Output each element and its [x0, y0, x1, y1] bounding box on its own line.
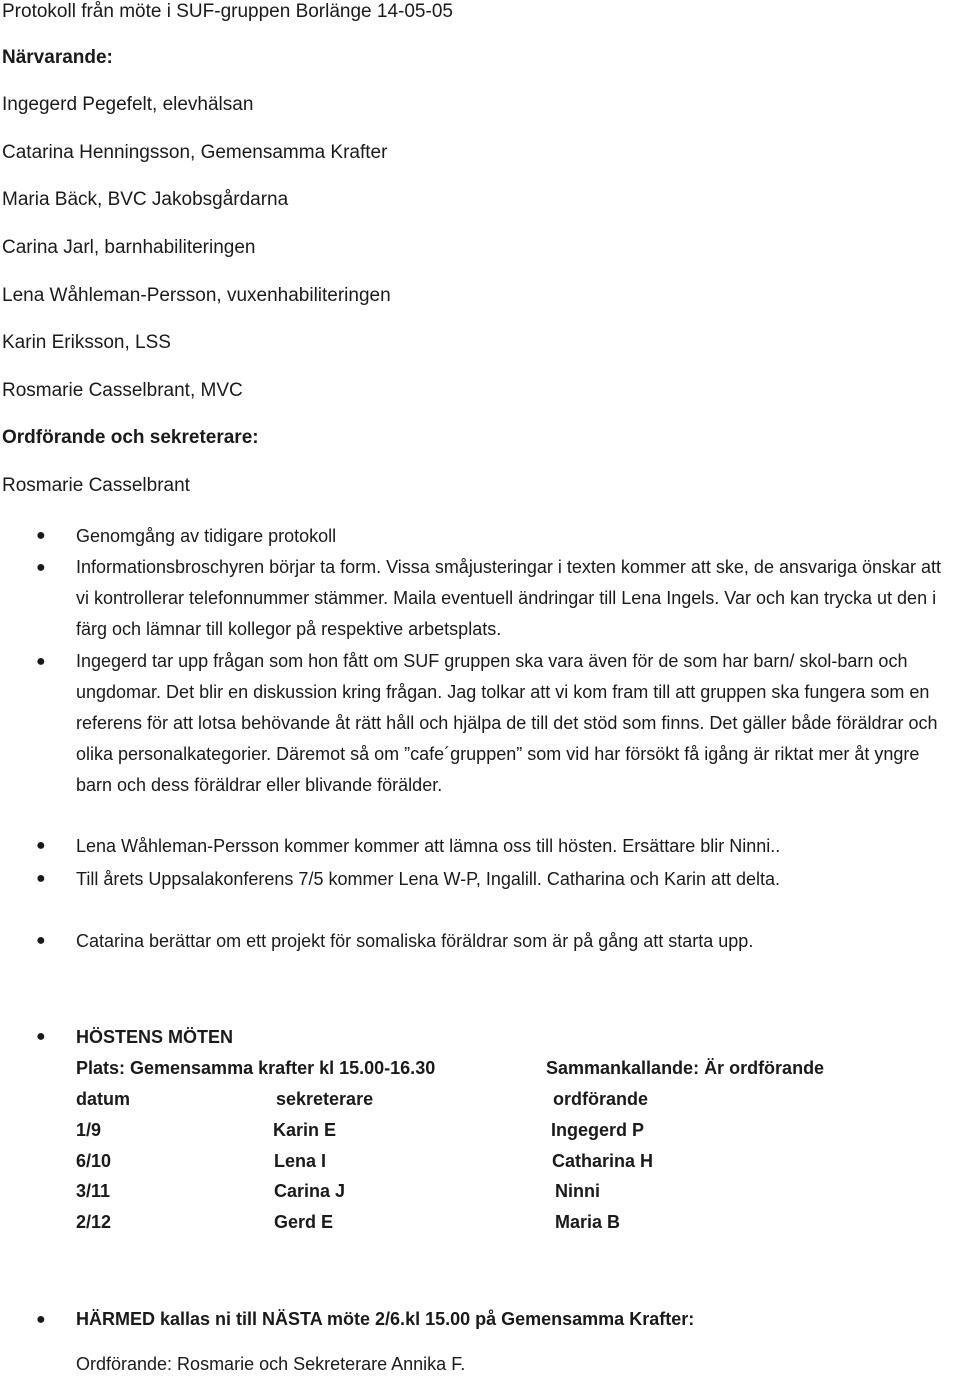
table-cell: Karin E: [273, 1120, 337, 1140]
autumn-convener: Sammankallande: Är ordförande: [546, 1058, 825, 1078]
table-cell: 6/10: [76, 1151, 112, 1171]
bullet-icon: ●: [36, 837, 46, 854]
table-cell: Ninni: [555, 1181, 600, 1201]
list-item: Till årets Uppsalakonferens 7/5 kommer Lena W-P, Ingalill. Catharina och Karin att delta.: [76, 869, 781, 889]
table-cell: Maria B: [555, 1212, 621, 1232]
bullet-icon: ●: [36, 653, 46, 670]
attendee-item: Rosmarie Casselbrant, MVC: [2, 380, 243, 401]
table-cell: Catharina H: [552, 1151, 654, 1171]
attendees-heading: Närvarande:: [2, 47, 113, 68]
table-cell: 1/9: [76, 1120, 102, 1140]
table-cell: Lena I: [274, 1151, 327, 1171]
table-cell: 3/11: [76, 1181, 111, 1201]
attendee-item: Catarina Henningsson, Gemensamma Krafter: [2, 142, 388, 163]
next-meeting-notice: HÄRMED kallas ni till NÄSTA möte 2/6.kl 15.00 på Gemensamma Krafter:: [76, 1309, 695, 1329]
chair-name: Rosmarie Casselbrant: [2, 475, 190, 496]
list-item: Ingegerd tar upp frågan som hon fått om SUF gruppen ska vara även för de som har barn/ skol-barn och ungdomar. Det blir en diskussion kring frågan. Jag tolkar att vi kom fram till att gruppen ska fungera som en referens för att lotsa behövande åt rätt håll och hjälpa de till det stöd som finns. Det gäller både föräldrar och olika personalkategorier. Däremot så om ”cafe´gruppen” som vid har försökt få igång är riktat mer åt yngre barn och dess föräldrar eller blivande förälder.: [76, 651, 938, 795]
attendee-item: Lena Wåhleman-Persson, vuxenhabiliteringen: [2, 285, 391, 306]
column-header: datum: [76, 1089, 130, 1109]
table-cell: 2/12: [76, 1212, 112, 1232]
document-title: Protokoll från möte i SUF-gruppen Borlänge 14-05-05: [2, 1, 453, 22]
table-cell: Ingegerd P: [551, 1120, 645, 1140]
table-cell: Gerd E: [274, 1212, 334, 1232]
list-item: Informationsbroschyren börjar ta form. Vissa småjusteringar i texten kommer att ske, de ansvariga önskar att vi kontrollerar telefonnummer stämmer. Maila eventuell ändringar till Lena Ingels. Var och kan trycka ut den i färg och lämnar till kollegor på respektive arbetsplats.: [76, 557, 942, 639]
attendee-item: Maria Bäck, BVC Jakobsgårdarna: [2, 189, 289, 210]
footer-note: Ordförande: Rosmarie och Sekreterare Annika F.: [76, 1354, 466, 1374]
bullet-icon: ●: [36, 932, 46, 949]
list-item: Lena Wåhleman-Persson kommer kommer att lämna oss till hösten. Ersättare blir Ninni..: [76, 836, 781, 856]
bullet-icon: ●: [36, 559, 46, 576]
attendee-item: Karin Eriksson, LSS: [2, 332, 171, 353]
column-header: ordförande: [553, 1089, 649, 1109]
list-item: Catarina berättar om ett projekt för somaliska föräldrar som är på gång att starta upp.: [76, 931, 754, 951]
bullet-icon: ●: [36, 527, 46, 544]
bullet-icon: ●: [36, 1311, 46, 1328]
bullet-icon: ●: [36, 1028, 46, 1045]
bullet-icon: ●: [36, 870, 46, 887]
autumn-heading: HÖSTENS MÖTEN: [76, 1027, 234, 1047]
list-item: Genomgång av tidigare protokoll: [76, 526, 337, 546]
attendee-item: Carina Jarl, barnhabiliteringen: [2, 237, 256, 258]
autumn-place: Plats: Gemensamma krafter kl 15.00-16.30: [76, 1058, 436, 1078]
attendee-item: Ingegerd Pegefelt, elevhälsan: [2, 94, 254, 115]
column-header: sekreterare: [276, 1089, 374, 1109]
table-cell: Carina J: [274, 1181, 346, 1201]
chair-heading: Ordförande och sekreterare:: [2, 427, 259, 448]
